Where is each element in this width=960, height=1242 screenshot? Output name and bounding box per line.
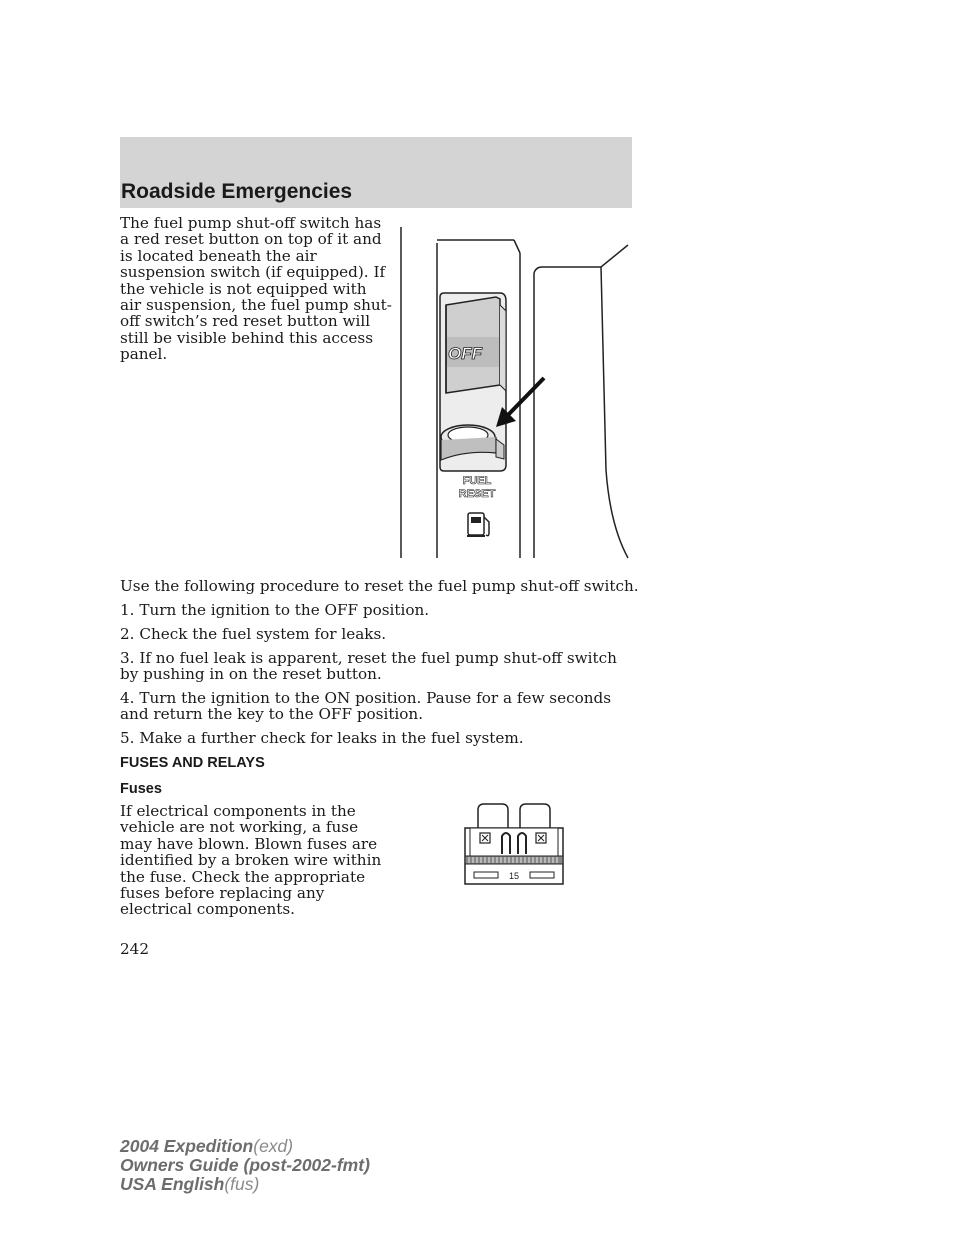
- reset-label: RESET: [458, 488, 496, 500]
- procedure-step: 2. Check the fuel system for leaks.: [120, 625, 387, 643]
- fuses-subheading: Fuses: [120, 781, 162, 797]
- fuse-illustration: [460, 800, 572, 890]
- fuel-label: FUEL: [462, 475, 492, 487]
- footer-language: USA English: [120, 1174, 225, 1194]
- switch-off-label: OFF: [448, 344, 482, 363]
- procedure-step: 1. Turn the ignition to the OFF position.: [120, 601, 430, 619]
- procedure-step: 5. Make a further check for leaks in the fuel system.: [120, 729, 524, 747]
- fuse-rating-label: 15: [508, 871, 520, 881]
- fuel-reset-illustration: [396, 225, 632, 561]
- procedure-intro: Use the following procedure to reset the fuel pump shut-off switch.: [120, 577, 639, 595]
- procedure-step: 3. If no fuel leak is apparent, reset the fuel pump shut-off switch by pushing in on the reset button.: [120, 649, 617, 684]
- page-number: 242: [120, 940, 149, 958]
- fuses-relays-heading: FUSES AND RELAYS: [120, 755, 265, 771]
- intro-paragraph: The fuel pump shut-off switch has a red reset button on top of it and is located beneath the air suspension switch (if equipped). If the vehicle is not equipped with air suspension, the fuel pump shut-off switch’s red reset button will still be visible behind this access panel.: [120, 214, 392, 364]
- fuel-pump-icon: [467, 513, 489, 536]
- footer-model: 2004 Expedition: [120, 1136, 254, 1156]
- procedure-step: 4. Turn the ignition to the ON position. Pause for a few seconds and return the key to the OFF position.: [120, 689, 612, 724]
- footer-guide: Owners Guide (post-2002-fmt): [120, 1155, 370, 1175]
- footer-model-code: (exd): [253, 1136, 294, 1156]
- document-footer: [120, 1137, 370, 1194]
- section-title: Roadside Emergencies: [121, 180, 353, 203]
- footer-language-code: (fus): [224, 1174, 260, 1194]
- fuses-paragraph: If electrical components in the vehicle are not working, a fuse may have blown. Blown fuses are identified by a broken wire within the fuse. Check the appropriate fuses before replacing any electrical components.: [120, 802, 382, 919]
